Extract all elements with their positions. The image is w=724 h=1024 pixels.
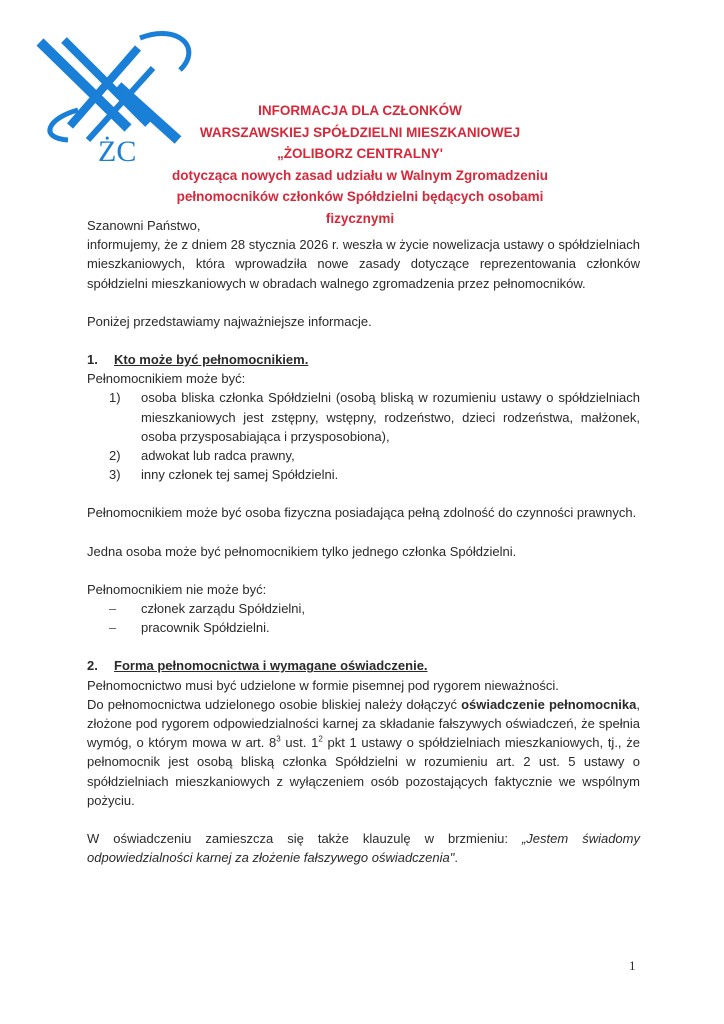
attachment-text: , złożone pod rygorem odpowiedzialności karnej za składanie fałszywych oświadczeń, że spełnia wymóg, o którym mowa w art. 8 (87, 696, 640, 751)
section-2-number: 2. (87, 658, 98, 674)
attachment-text: ust. 1 (280, 735, 319, 751)
section-2-title: Forma pełnomocnictwa i wymagane oświadczenie. (114, 658, 428, 674)
clause-text: W oświadczeniu zamieszcza się także klauzulę w brzmieniu: (87, 831, 522, 847)
list-item (87, 618, 640, 637)
attachment-text: Do pełnomocnictwa udzielonego osobie bliskiej należy dołączyć (87, 696, 462, 712)
dash-bullet-icon: – (109, 620, 117, 636)
intro-paragraph: informujemy, że z dniem 28 stycznia 2026 r. weszła w życie nowelizacja ustawy o spółdzielniach mieszkaniowych, która wprowadziła nowe zasady dotyczące reprezentowania członków spółdzielni mieszkaniowych w obradach walnego zgromadzenia przez pełnomocników. (87, 237, 640, 291)
exclusions-intro: Pełnomocnikiem nie może być: (87, 581, 267, 597)
header-line-1: INFORMACJA DLA CZŁONKÓW (258, 103, 462, 118)
document-body (87, 216, 640, 867)
intro-lead: Poniżej przedstawiamy najważniejsze informacje. (87, 313, 372, 329)
attachment-bold-term: oświadczenie pełnomocnika (461, 696, 637, 712)
superscript: 3 (276, 734, 281, 744)
list-item (87, 446, 640, 465)
document-header (150, 100, 570, 229)
exclusions-list (87, 599, 640, 637)
list-item-number: 2) (109, 448, 121, 464)
clause-text: . (454, 850, 458, 866)
list-item-text: inny członek tej samej Spółdzielni. (141, 467, 339, 483)
section-1-intro: Pełnomocnikiem może być: (87, 371, 246, 387)
form-paragraph: Pełnomocnictwo musi być udzielone w formie pisemnej pod rygorem nieważności. (87, 677, 559, 693)
list-item-number: 1) (109, 390, 121, 406)
header-line-3: „ŻOLIBORZ CENTRALNY' (277, 146, 443, 161)
section-1-title: Kto może być pełnomocnikiem. (114, 352, 309, 368)
header-line-5: pełnomocników członków Spółdzielni będących osobami fizycznymi (176, 189, 544, 226)
page-number: 1 (629, 958, 636, 973)
list-item (87, 599, 640, 618)
list-item-text: adwokat lub radca prawny, (141, 448, 295, 464)
single-proxy-paragraph: Jedna osoba może być pełnomocnikiem tylko jednego członka Spółdzielni. (87, 543, 517, 559)
attachment-text: pkt 1 ustawy o spółdzielniach mieszkaniowych, tj., że pełnomocnik jest osobą bliską członka Spółdzielni w rozumieniu art. 2 ust. 5 ustawy o spółdzielniach mieszkaniowych z wyłączeniem osób pozostających faktycznie we wspólnym pożyciu. (87, 735, 640, 808)
clause-paragraph (87, 829, 640, 867)
list-item-text: pracownik Spółdzielni. (141, 620, 270, 636)
eligible-list (87, 388, 640, 484)
clause-quote: „Jestem świadomy odpowiedzialności karnej za złożenie fałszywego oświadczenia" (87, 831, 640, 866)
list-item-text: członek zarządu Spółdzielni, (141, 601, 306, 617)
capacity-paragraph: Pełnomocnikiem może być osoba fizyczna posiadająca pełną zdolność do czynności prawnych. (87, 505, 637, 521)
section-1-heading (87, 350, 640, 369)
logo-text: ŻC (98, 135, 137, 168)
list-item-number: 3) (109, 467, 121, 483)
attachment-paragraph (87, 695, 640, 810)
greeting: Szanowni Państwo, (87, 218, 201, 233)
header-line-4: dotycząca nowych zasad udziału w Walnym Zgromadzeniu (171, 167, 549, 183)
list-item-text: osoba bliska członka Spółdzielni (osobą bliską w rozumieniu ustawy o spółdzielniach mieszkaniowych jest zstępny, wstępny, rodzeństwo, dzieci rodzeństwa, małżonek, osoba przysposabiająca i przysposobiona), (141, 390, 640, 444)
list-item (87, 388, 640, 446)
superscript: 2 (318, 734, 323, 744)
dash-bullet-icon: – (109, 601, 117, 617)
section-2-heading (87, 656, 640, 675)
list-item (87, 465, 640, 484)
section-1-number: 1. (87, 352, 98, 368)
header-line-2: WARSZAWSKIEJ SPÓŁDZIELNI MIESZKANIOWEJ (199, 124, 521, 140)
